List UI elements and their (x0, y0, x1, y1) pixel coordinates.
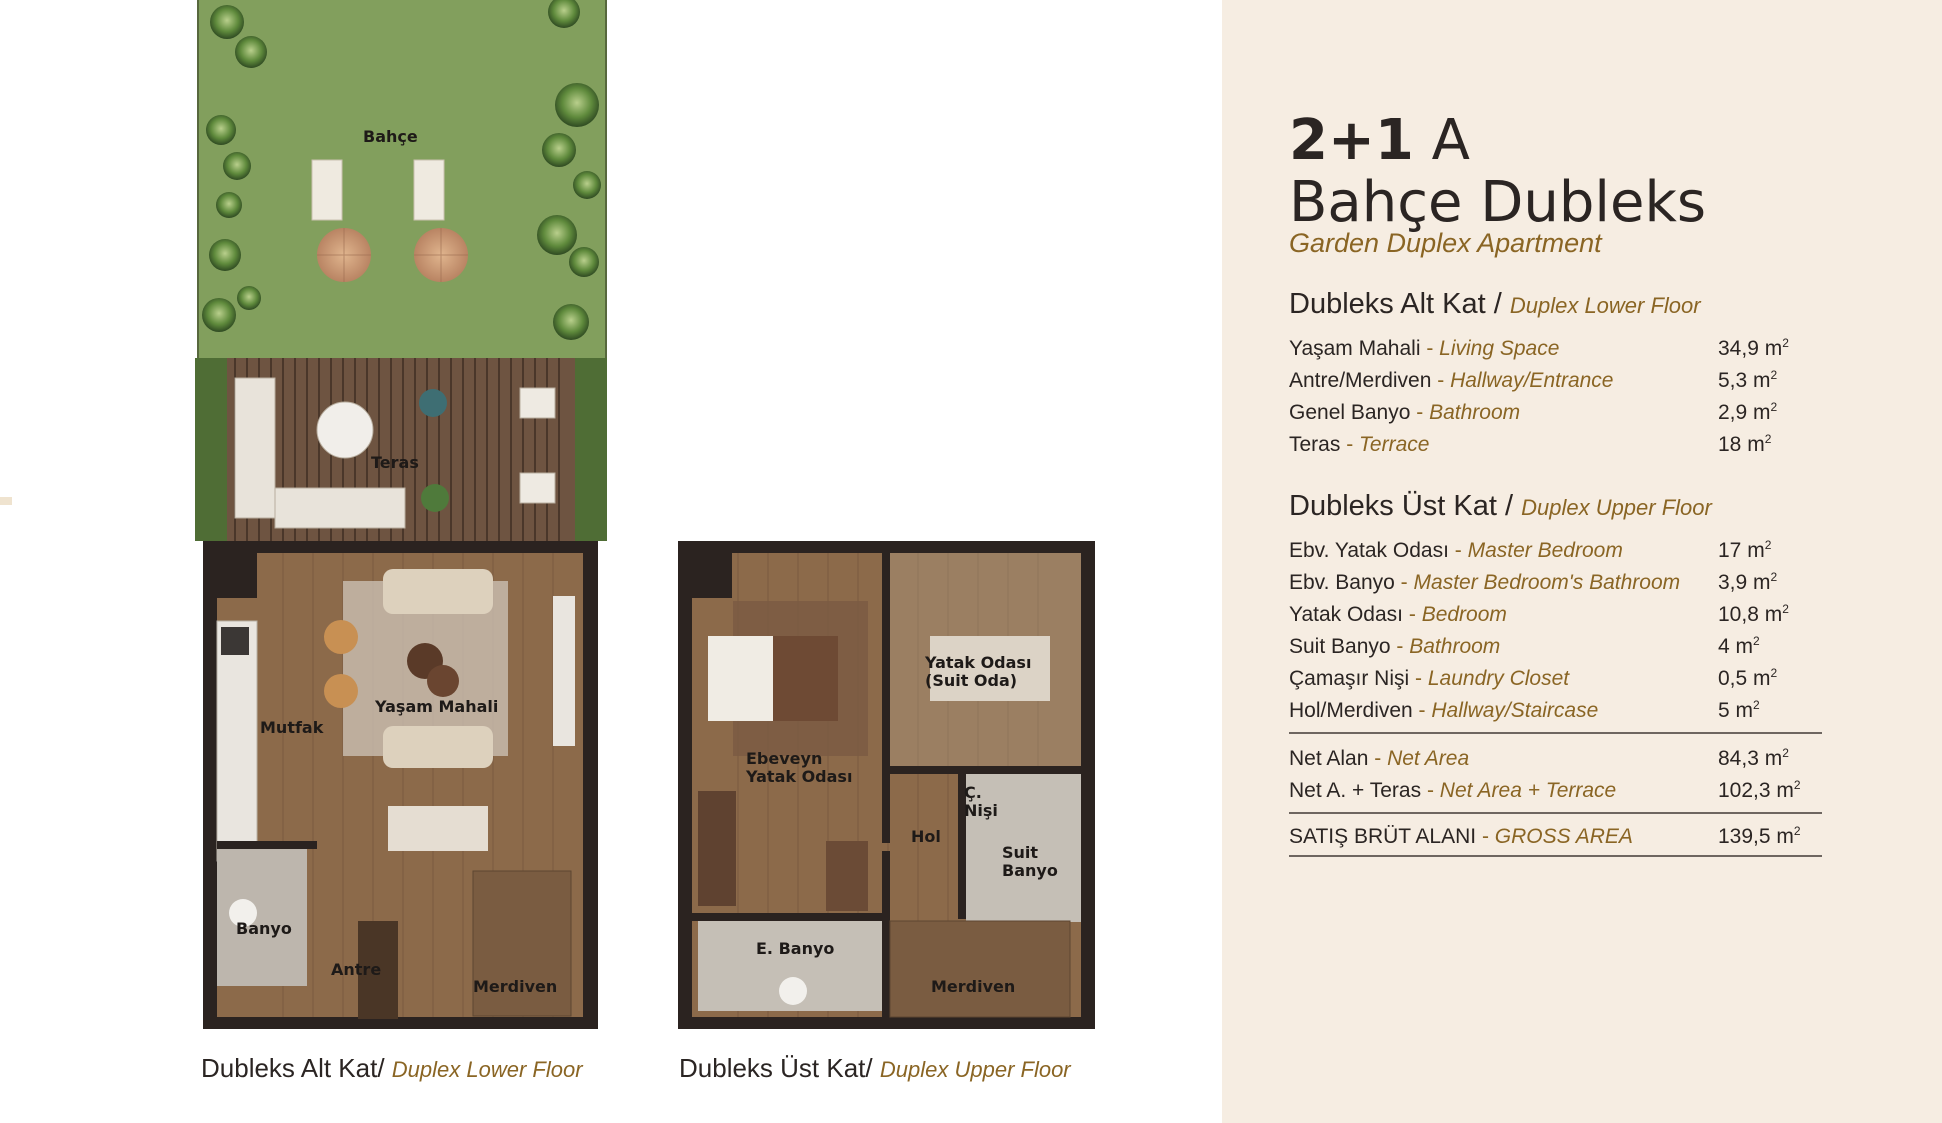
row-label-tr: Ebv. Banyo (1289, 571, 1395, 594)
garden-drawing (199, 0, 605, 358)
row-value-text: 84,3 m (1718, 747, 1783, 770)
row-value (1718, 571, 1777, 595)
row-unit-sup: 2 (1782, 336, 1789, 350)
row-label-en: Bathroom (1429, 401, 1521, 424)
row-value-text: 2,9 m (1718, 401, 1771, 424)
row-value (1718, 603, 1789, 627)
unit-code-bold: 2+1 (1289, 108, 1414, 173)
unit-code (1289, 108, 1470, 173)
row-unit-sup: 2 (1793, 824, 1801, 838)
label-terrace: Teras (371, 453, 419, 472)
row-label-en: Living Space (1439, 337, 1560, 360)
row-label-tr: Genel Banyo (1289, 401, 1411, 424)
row-label-tr: Yatak Odası (1289, 603, 1404, 626)
row-label-tr: Yaşam Mahali (1289, 337, 1421, 360)
total-row (1289, 779, 1822, 809)
row-separator: - (1409, 667, 1428, 690)
row-separator: - (1403, 603, 1422, 626)
unit-code-letter: A (1431, 108, 1470, 173)
row-value-text: 0,5 m (1718, 667, 1771, 690)
area-row (1289, 571, 1822, 601)
row-unit-sup: 2 (1770, 570, 1778, 584)
row-label-tr: SATIŞ BRÜT ALANI (1289, 825, 1477, 848)
label-stairs-lower: Merdiven (473, 977, 558, 996)
row-value (1718, 779, 1801, 803)
row-separator: - (1420, 337, 1440, 360)
row-label-tr: Net A. + Teras (1289, 779, 1422, 802)
row-value (1718, 539, 1771, 563)
row-label-en: GROSS AREA (1494, 825, 1633, 848)
row-value (1718, 337, 1789, 361)
row-separator: - (1368, 747, 1388, 770)
row-label-tr: Çamaşır Nişi (1289, 667, 1410, 690)
area-row (1289, 635, 1822, 665)
area-row (1289, 337, 1822, 367)
row-value-text: 102,3 m (1718, 779, 1794, 802)
row-separator: - (1340, 433, 1360, 456)
area-row (1289, 369, 1822, 399)
label-suite-bath: Suit Banyo (1002, 843, 1058, 880)
area-row (1289, 539, 1822, 569)
row-label-tr: Net Alan (1289, 747, 1369, 770)
row-separator: - (1448, 539, 1468, 562)
row-separator: - (1476, 825, 1495, 848)
row-value-text: 4 m (1718, 635, 1754, 658)
row-unit-sup: 2 (1770, 368, 1778, 382)
row-separator: - (1412, 699, 1432, 722)
row-unit-sup: 2 (1764, 432, 1772, 446)
unit-subtitle: Garden Duplex Apartment (1289, 228, 1602, 258)
upper-floor-plan (678, 541, 1095, 1029)
row-value-text: 17 m (1718, 539, 1765, 562)
terrace-plan (195, 358, 607, 541)
row-value-text: 5,3 m (1718, 369, 1771, 392)
label-bathroom: Banyo (236, 919, 292, 938)
row-unit-sup: 2 (1793, 778, 1801, 792)
row-value-text: 10,8 m (1718, 603, 1783, 626)
label-master-bedroom: Ebeveyn Yatak Odası (746, 749, 853, 786)
lower-floor-plan (203, 541, 598, 1029)
row-unit-sup: 2 (1764, 538, 1772, 552)
row-label-tr: Ebv. Yatak Odası (1289, 539, 1449, 562)
row-value (1718, 433, 1771, 457)
row-value-text: 5 m (1718, 699, 1754, 722)
row-label-en: Net Area (1387, 747, 1470, 770)
row-value (1718, 369, 1777, 393)
row-label-en: Bedroom (1421, 603, 1507, 626)
row-unit-sup: 2 (1753, 634, 1760, 648)
row-value (1718, 667, 1777, 691)
area-row (1289, 699, 1822, 729)
row-value (1718, 699, 1760, 723)
row-label-en: Master Bedroom (1467, 539, 1623, 562)
row-value-text: 34,9 m (1718, 337, 1783, 360)
caption-upper-tr: Dubleks Üst Kat/ (679, 1053, 873, 1083)
label-stairs-upper: Merdiven (931, 977, 1016, 996)
row-separator: - (1394, 571, 1414, 594)
label-entrance: Antre (331, 960, 382, 979)
upper-section-title (1289, 490, 1712, 523)
row-unit-sup: 2 (1782, 746, 1789, 760)
unit-title: Bahçe Dubleks (1289, 170, 1707, 235)
lower-section-title-en: Duplex Lower Floor (1509, 293, 1701, 318)
row-label-tr: Teras (1289, 433, 1341, 456)
gross-row (1289, 825, 1822, 855)
upper-section-title-en: Duplex Upper Floor (1521, 495, 1712, 520)
lower-section-title (1289, 288, 1701, 321)
divider (1289, 812, 1822, 814)
garden-plan (197, 0, 607, 358)
row-separator: - (1421, 779, 1440, 802)
row-label-tr: Antre/Merdiven (1289, 369, 1432, 392)
label-master-bath: E. Banyo (756, 939, 835, 958)
row-value (1718, 825, 1801, 849)
row-label-tr: Suit Banyo (1289, 635, 1391, 658)
total-row (1289, 747, 1822, 777)
caption-lower-en: Duplex Lower Floor (391, 1057, 583, 1082)
row-unit-sup: 2 (1753, 698, 1760, 712)
upper-floor-drawing (678, 541, 1095, 1029)
divider (1289, 732, 1822, 734)
label-bedroom: Yatak Odası (Suit Oda) (925, 653, 1032, 690)
row-label-en: Hallway/Staircase (1431, 699, 1599, 722)
row-unit-sup: 2 (1770, 666, 1778, 680)
lower-floor-drawing (203, 541, 598, 1029)
label-garden: Bahçe (363, 127, 418, 146)
row-separator: - (1431, 369, 1451, 392)
row-value (1718, 635, 1760, 659)
row-unit-sup: 2 (1770, 400, 1778, 414)
caption-lower (201, 1053, 583, 1084)
row-unit-sup: 2 (1782, 602, 1789, 616)
area-row (1289, 433, 1822, 463)
edge-mark (0, 497, 12, 505)
row-value-text: 3,9 m (1718, 571, 1771, 594)
row-label-en: Master Bedroom's Bathroom (1413, 571, 1681, 594)
label-hall: Hol (911, 827, 941, 846)
lower-section-title-tr: Dubleks Alt Kat / (1289, 288, 1502, 320)
label-kitchen: Mutfak (260, 718, 324, 737)
terrace-drawing (195, 358, 607, 541)
row-label-en: Net Area + Terrace (1439, 779, 1617, 802)
row-label-en: Hallway/Entrance (1450, 369, 1614, 392)
row-label-en: Laundry Closet (1427, 667, 1570, 690)
area-row (1289, 603, 1822, 633)
row-value (1718, 401, 1777, 425)
row-label-en: Bathroom (1409, 635, 1501, 658)
divider (1289, 855, 1822, 857)
row-separator: - (1410, 401, 1430, 424)
upper-section-title-tr: Dubleks Üst Kat / (1289, 490, 1514, 522)
caption-upper (679, 1053, 1071, 1084)
row-value-text: 139,5 m (1718, 825, 1794, 848)
area-row (1289, 401, 1822, 431)
row-separator: - (1390, 635, 1410, 658)
label-living: Yaşam Mahali (375, 697, 499, 716)
label-laundry: Ç. Nişi (964, 783, 998, 820)
caption-upper-en: Duplex Upper Floor (879, 1057, 1071, 1082)
row-value-text: 18 m (1718, 433, 1765, 456)
area-row (1289, 667, 1822, 697)
row-label-en: Terrace (1359, 433, 1430, 456)
caption-lower-tr: Dubleks Alt Kat/ (201, 1053, 385, 1083)
row-value (1718, 747, 1789, 771)
row-label-tr: Hol/Merdiven (1289, 699, 1413, 722)
